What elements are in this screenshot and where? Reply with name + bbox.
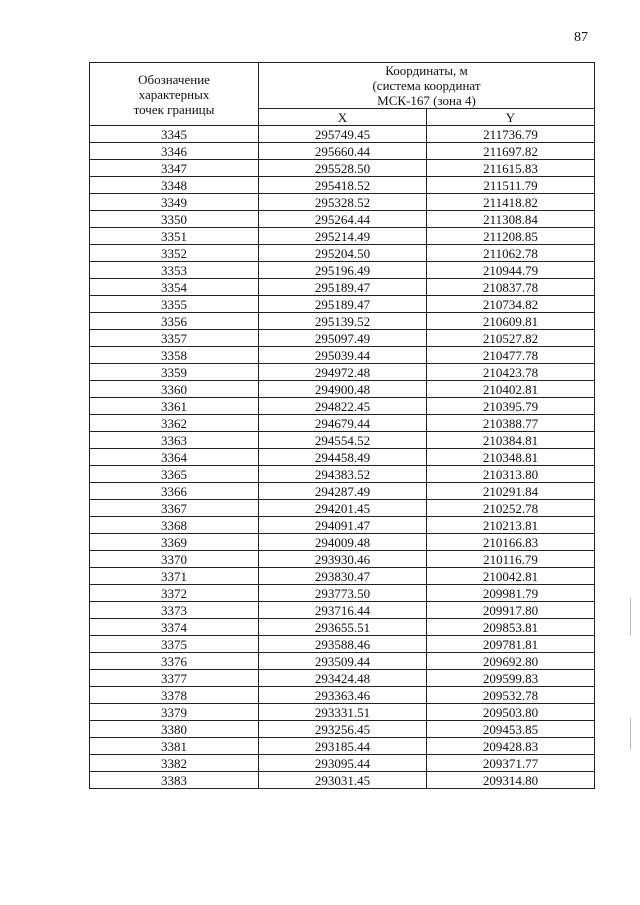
x-cell: 293363.46 — [259, 687, 427, 704]
scan-edge-mark — [630, 718, 631, 750]
x-cell: 295139.52 — [259, 313, 427, 330]
x-cell: 293424.48 — [259, 670, 427, 687]
point-cell: 3348 — [90, 177, 259, 194]
coordinates-table — [89, 62, 595, 789]
header-row-top — [90, 63, 595, 109]
point-cell: 3347 — [90, 160, 259, 177]
point-cell: 3367 — [90, 500, 259, 517]
point-cell: 3351 — [90, 228, 259, 245]
x-cell: 295328.52 — [259, 194, 427, 211]
x-cell: 295204.50 — [259, 245, 427, 262]
table-row — [90, 177, 595, 194]
point-cell: 3359 — [90, 364, 259, 381]
x-cell: 293509.44 — [259, 653, 427, 670]
x-cell: 295214.49 — [259, 228, 427, 245]
y-cell: 210313.80 — [427, 466, 595, 483]
x-cell: 295039.44 — [259, 347, 427, 364]
y-cell: 209503.80 — [427, 704, 595, 721]
table-row — [90, 466, 595, 483]
y-cell: 209853.81 — [427, 619, 595, 636]
table-row — [90, 296, 595, 313]
header-designation: Обозначение характерных точек границы — [90, 63, 259, 126]
table-row — [90, 534, 595, 551]
table-row — [90, 381, 595, 398]
table-row — [90, 228, 595, 245]
point-cell: 3372 — [90, 585, 259, 602]
x-cell: 294679.44 — [259, 415, 427, 432]
x-cell: 295189.47 — [259, 296, 427, 313]
point-cell: 3379 — [90, 704, 259, 721]
point-cell: 3361 — [90, 398, 259, 415]
x-cell: 294458.49 — [259, 449, 427, 466]
y-cell: 210395.79 — [427, 398, 595, 415]
x-cell: 293095.44 — [259, 755, 427, 772]
y-cell: 211736.79 — [427, 126, 595, 143]
y-cell: 211511.79 — [427, 177, 595, 194]
point-cell: 3368 — [90, 517, 259, 534]
point-cell: 3370 — [90, 551, 259, 568]
table-row — [90, 738, 595, 755]
table-row — [90, 687, 595, 704]
y-cell: 209314.80 — [427, 772, 595, 789]
table-row — [90, 347, 595, 364]
y-cell: 211062.78 — [427, 245, 595, 262]
x-cell: 295660.44 — [259, 143, 427, 160]
point-cell: 3362 — [90, 415, 259, 432]
point-cell: 3374 — [90, 619, 259, 636]
x-cell: 295264.44 — [259, 211, 427, 228]
table-row — [90, 619, 595, 636]
y-cell: 210609.81 — [427, 313, 595, 330]
table-row — [90, 160, 595, 177]
table-row — [90, 483, 595, 500]
x-cell: 294822.45 — [259, 398, 427, 415]
x-cell: 293930.46 — [259, 551, 427, 568]
y-cell: 210388.77 — [427, 415, 595, 432]
table-row — [90, 653, 595, 670]
y-cell: 210291.84 — [427, 483, 595, 500]
x-cell: 294009.48 — [259, 534, 427, 551]
table-row — [90, 364, 595, 381]
table-row — [90, 721, 595, 738]
point-cell: 3378 — [90, 687, 259, 704]
x-cell: 295418.52 — [259, 177, 427, 194]
x-cell: 294383.52 — [259, 466, 427, 483]
y-cell: 210213.81 — [427, 517, 595, 534]
y-cell: 210384.81 — [427, 432, 595, 449]
y-cell: 211615.83 — [427, 160, 595, 177]
y-cell: 211208.85 — [427, 228, 595, 245]
point-cell: 3349 — [90, 194, 259, 211]
point-cell: 3350 — [90, 211, 259, 228]
x-cell: 294091.47 — [259, 517, 427, 534]
y-cell: 210252.78 — [427, 500, 595, 517]
y-cell: 209981.79 — [427, 585, 595, 602]
point-cell: 3352 — [90, 245, 259, 262]
y-cell: 209428.83 — [427, 738, 595, 755]
y-cell: 210837.78 — [427, 279, 595, 296]
page-number: 87 — [574, 30, 588, 45]
table-row — [90, 449, 595, 466]
x-cell: 293655.51 — [259, 619, 427, 636]
table-row — [90, 432, 595, 449]
table-row — [90, 330, 595, 347]
y-cell: 210944.79 — [427, 262, 595, 279]
x-cell: 293185.44 — [259, 738, 427, 755]
y-cell: 210042.81 — [427, 568, 595, 585]
table-row — [90, 500, 595, 517]
point-cell: 3346 — [90, 143, 259, 160]
x-cell: 293331.51 — [259, 704, 427, 721]
table-row — [90, 602, 595, 619]
header-x: X — [259, 109, 427, 126]
point-cell: 3364 — [90, 449, 259, 466]
y-cell: 210423.78 — [427, 364, 595, 381]
point-cell: 3353 — [90, 262, 259, 279]
table-row — [90, 143, 595, 160]
y-cell: 210402.81 — [427, 381, 595, 398]
point-cell: 3363 — [90, 432, 259, 449]
table-row — [90, 415, 595, 432]
y-cell: 210527.82 — [427, 330, 595, 347]
table-row — [90, 262, 595, 279]
point-cell: 3371 — [90, 568, 259, 585]
y-cell: 210734.82 — [427, 296, 595, 313]
x-cell: 293830.47 — [259, 568, 427, 585]
x-cell: 293588.46 — [259, 636, 427, 653]
y-cell: 209532.78 — [427, 687, 595, 704]
x-cell: 295196.49 — [259, 262, 427, 279]
table-row — [90, 211, 595, 228]
x-cell: 293256.45 — [259, 721, 427, 738]
scan-edge-mark — [630, 598, 631, 636]
x-cell: 294900.48 — [259, 381, 427, 398]
point-cell: 3369 — [90, 534, 259, 551]
x-cell: 293031.45 — [259, 772, 427, 789]
x-cell: 294972.48 — [259, 364, 427, 381]
table-row — [90, 568, 595, 585]
x-cell: 294554.52 — [259, 432, 427, 449]
table-row — [90, 755, 595, 772]
point-cell: 3382 — [90, 755, 259, 772]
point-cell: 3355 — [90, 296, 259, 313]
point-cell: 3345 — [90, 126, 259, 143]
table-row — [90, 194, 595, 211]
x-cell: 295528.50 — [259, 160, 427, 177]
x-cell: 295749.45 — [259, 126, 427, 143]
point-cell: 3358 — [90, 347, 259, 364]
x-cell: 295189.47 — [259, 279, 427, 296]
point-cell: 3373 — [90, 602, 259, 619]
point-cell: 3365 — [90, 466, 259, 483]
point-cell: 3356 — [90, 313, 259, 330]
table-row — [90, 670, 595, 687]
x-cell: 293773.50 — [259, 585, 427, 602]
table-row — [90, 279, 595, 296]
y-cell: 211697.82 — [427, 143, 595, 160]
y-cell: 211308.84 — [427, 211, 595, 228]
y-cell: 210116.79 — [427, 551, 595, 568]
point-cell: 3377 — [90, 670, 259, 687]
y-cell: 209599.83 — [427, 670, 595, 687]
point-cell: 3375 — [90, 636, 259, 653]
y-cell: 209917.80 — [427, 602, 595, 619]
table-header — [90, 63, 595, 126]
point-cell: 3380 — [90, 721, 259, 738]
point-cell: 3376 — [90, 653, 259, 670]
y-cell: 209781.81 — [427, 636, 595, 653]
point-cell: 3381 — [90, 738, 259, 755]
point-cell: 3360 — [90, 381, 259, 398]
y-cell: 209453.85 — [427, 721, 595, 738]
x-cell: 294201.45 — [259, 500, 427, 517]
table-row — [90, 704, 595, 721]
table-row — [90, 398, 595, 415]
point-cell: 3354 — [90, 279, 259, 296]
point-cell: 3383 — [90, 772, 259, 789]
point-cell: 3366 — [90, 483, 259, 500]
table-row — [90, 313, 595, 330]
table-row — [90, 245, 595, 262]
header-coordinates: Координаты, м (система координат МСК-167 (зона 4) — [259, 63, 595, 109]
table-row — [90, 517, 595, 534]
y-cell: 209692.80 — [427, 653, 595, 670]
y-cell: 210166.83 — [427, 534, 595, 551]
x-cell: 294287.49 — [259, 483, 427, 500]
y-cell: 210477.78 — [427, 347, 595, 364]
header-y: Y — [427, 109, 595, 126]
table-row — [90, 126, 595, 143]
x-cell: 295097.49 — [259, 330, 427, 347]
x-cell: 293716.44 — [259, 602, 427, 619]
table-row — [90, 551, 595, 568]
y-cell: 209371.77 — [427, 755, 595, 772]
table-row — [90, 585, 595, 602]
table-row — [90, 636, 595, 653]
table-row — [90, 772, 595, 789]
point-cell: 3357 — [90, 330, 259, 347]
table-body — [90, 126, 595, 789]
y-cell: 211418.82 — [427, 194, 595, 211]
y-cell: 210348.81 — [427, 449, 595, 466]
